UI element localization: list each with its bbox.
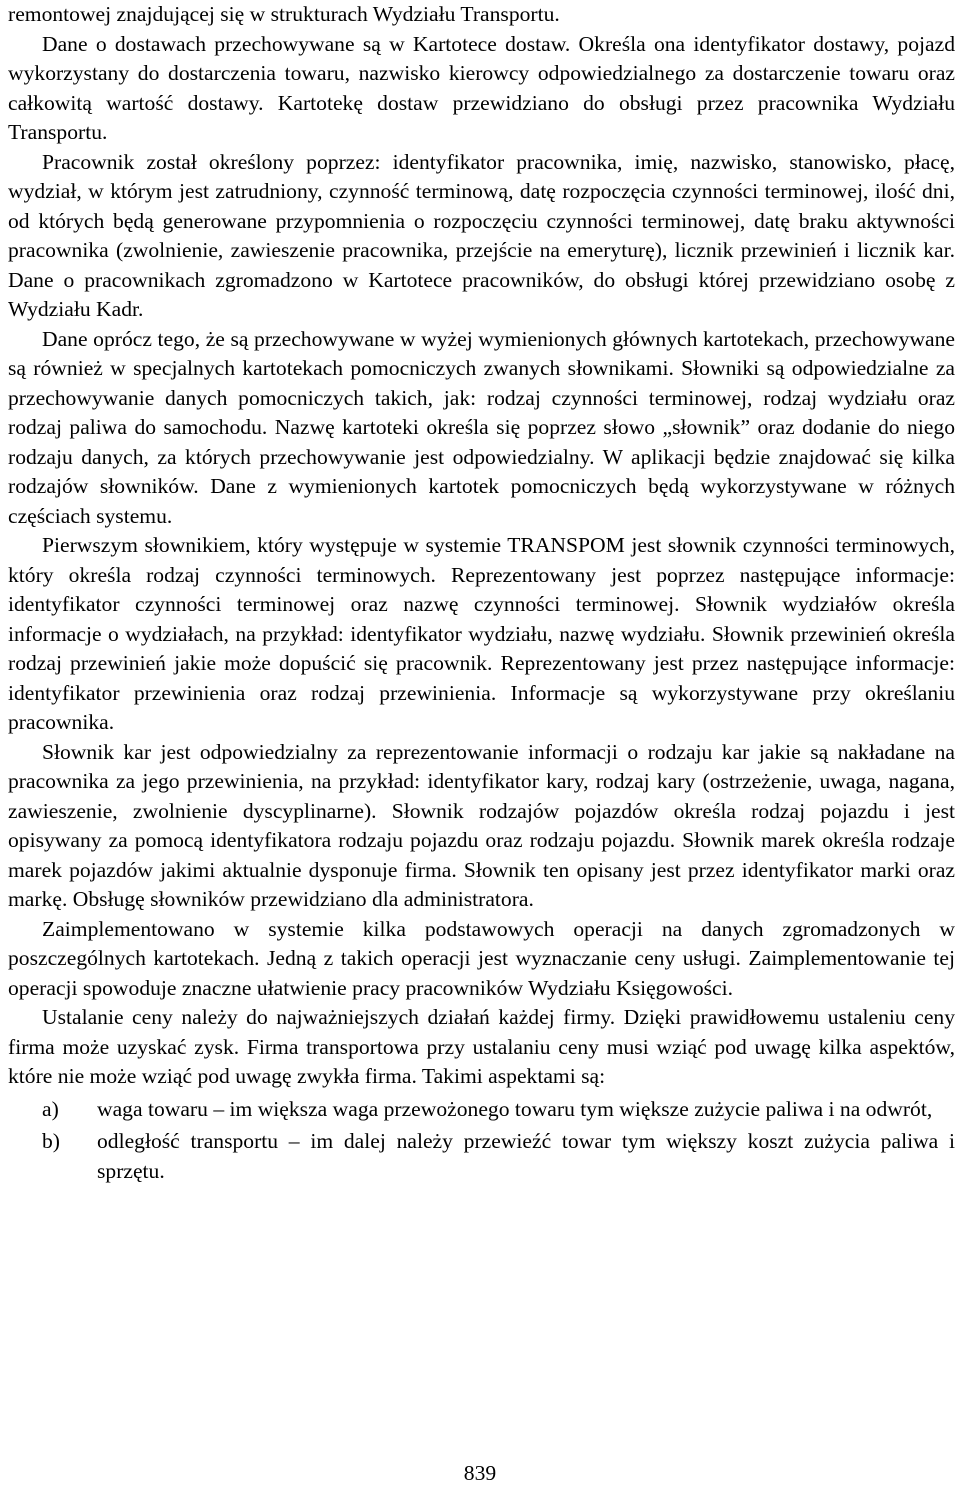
- list-item-text: odległość transportu – im dalej należy przewieźć towar tym większy koszt zużycia paliwa i sprzętu.: [97, 1129, 955, 1183]
- list-item: [8, 1127, 955, 1186]
- list-marker: b): [42, 1129, 60, 1153]
- paragraph-deliveries: Dane o dostawach przechowywane są w Kartotece dostaw. Określa ona identyfikator dostawy, pojazd wykorzystany do dostarczenia towaru, nazwisko kierowcy odpowiedzialnego za dostarczenie towaru oraz całkowitą wartość dostawy. Kartotekę dostaw przewidziano do obsługi przez pracownika Wydziału Transportu.: [8, 31, 955, 144]
- list-item: [8, 1095, 955, 1125]
- paragraph-operations: Zaimplementowano w systemie kilka podstawowych operacji na danych zgromadzonych w poszczególnych kartotekach. Jedną z takich operacji jest wyznaczanie ceny usługi. Zaimplementowanie tej operacji spowoduje znaczne ułatwienie pracy pracowników Wydziału Księgowości.: [8, 916, 955, 1000]
- page-number: 839: [463, 1461, 497, 1485]
- paragraph-continuation: remontowej znajdującej się w strukturach Wydziału Transportu.: [8, 2, 560, 26]
- list-item-text: waga towaru – im większa waga przewożonego towaru tym większe zużycie paliwa i na odwrót,: [97, 1096, 933, 1121]
- paragraph-dictionaries: Dane oprócz tego, że są przechowywane w wyżej wymienionych głównych kartotekach, przechowywane są również w specjalnych kartotekach pomocniczych zwanych słownikami. Słowniki są odpowiedzialne za przechowywanie danych pomocniczych takich, jak: rodzaj czynności terminowej, rodzaj wydziału oraz rodzaj paliwa do samochodu. Nazwę kartoteki określa się poprzez słowo „słownik” oraz dodanie do niego rodzaju danych, za których przechowywanie jest odpowiedzialny. W aplikacji będzie znajdować się kilka rodzajów słowników. Dane z wymienionych kartotek pomocniczych będą wykorzystywane w różnych częściach systemu.: [8, 326, 955, 528]
- document-page: [8, 0, 955, 1186]
- paragraph-employee: Pracownik został określony poprzez: identyfikator pracownika, imię, nazwisko, stanowisko, płacę, wydział, w którym jest zatrudniony, czynność terminową, datę rozpoczęcia czynności terminowej, ilość dni, od których będą generowane przypomnienia o rozpoczęciu czynności terminowej, datę braku aktywności pracownika (zwolnienie, zawieszenie pracownika, przejście na emeryturę), licznik przewinień i licznik kar. Dane o pracownikach zgromadzono w Kartotece pracowników, do obsługi której przewidziano osobę z Wydziału Kadr.: [8, 149, 955, 321]
- paragraph-first-dictionary: Pierwszym słownikiem, który występuje w systemie TRANSPOM jest słownik czynności terminowych, który określa rodzaj czynności terminowych. Reprezentowany jest poprzez następujące informacje: identyfikator czynności terminowej oraz nazwę czynności terminowej. Słownik wydziałów określa informacje o wydziałach, na przykład: identyfikator wydziału, nazwę wydziału. Słownik przewinień określa rodzaj przewinień jakie może dopuścić się pracownik. Reprezentowany jest przez następujące informacje: identyfikator przewinienia oraz rodzaj przewinienia. Informacje są wykorzystywane przy określaniu pracownika.: [8, 533, 955, 734]
- aspects-list: [8, 1095, 955, 1187]
- list-marker: a): [42, 1096, 59, 1121]
- paragraph-pricing: Ustalanie ceny należy do najważniejszych działań każdej firmy. Dzięki prawidłowemu ustaleniu ceny firma może uzyskać zysk. Firma transportowa przy ustalaniu ceny musi wziąć pod uwagę kilka aspektów, które nie może wziąć pod uwagę zwykła firma. Takimi aspektami są:: [8, 1005, 955, 1088]
- paragraph-penalty-dictionary: Słownik kar jest odpowiedzialny za reprezentowanie informacji o rodzaju kar jakie są nakładane na pracownika za jego przewinienia, na przykład: identyfikator kary, rodzaj kary (ostrzeżenie, uwaga, nagana, zawieszenie, zwolnienie dyscyplinarne). Słownik rodzajów pojazdów określa rodzaj pojazdu i jest opisywany za pomocą identyfikatora rodzaju pojazdu oraz rodzaju pojazdu. Słownik marek określa rodzaje marek pojazdów jakimi aktualnie dysponuje firma. Słownik ten opisany jest przez identyfikator marki oraz markę. Obsługę słowników przewidziano dla administratora.: [8, 739, 955, 911]
